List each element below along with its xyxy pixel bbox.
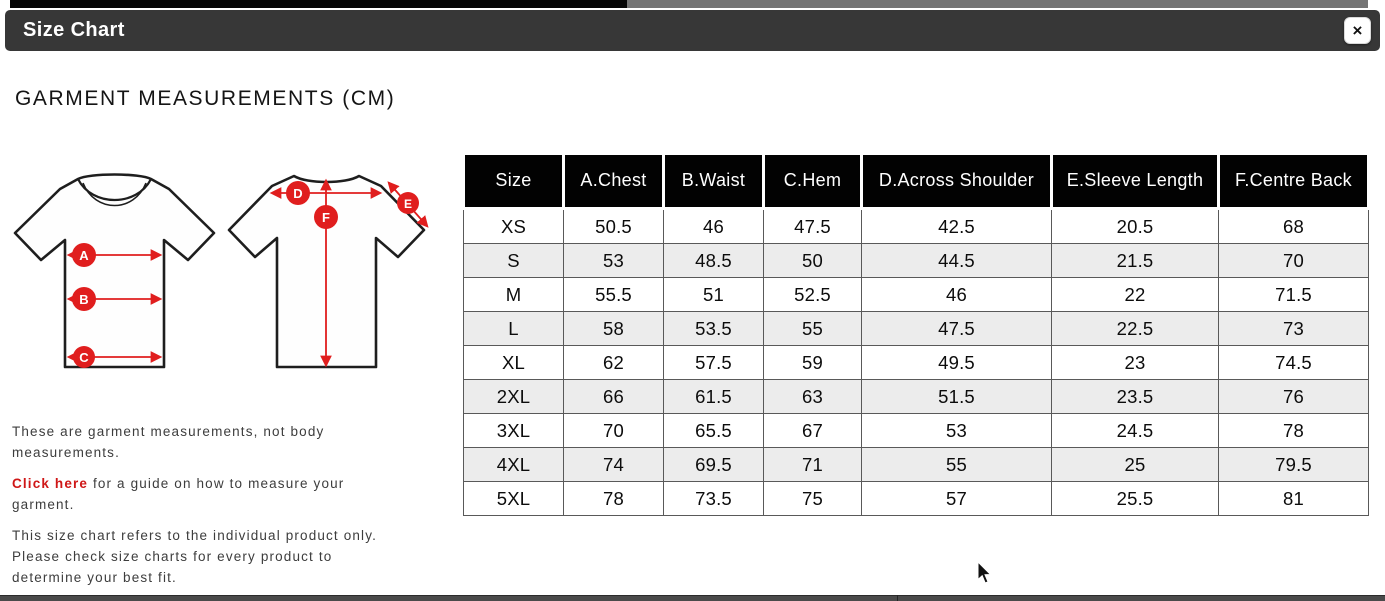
close-icon: ×	[1352, 21, 1363, 40]
table-cell: 21.5	[1052, 244, 1219, 278]
label-d: D	[293, 186, 303, 201]
size-chart-table	[462, 152, 1370, 516]
table-cell: 74	[564, 448, 664, 482]
table-cell: 4XL	[464, 448, 564, 482]
table-cell: 55	[862, 448, 1052, 482]
table-cell: 57.5	[664, 346, 764, 380]
table-cell: 47.5	[764, 209, 862, 244]
table-cell: 50.5	[564, 209, 664, 244]
table-cell: 22	[1052, 278, 1219, 312]
page-title: GARMENT MEASUREMENTS (CM)	[15, 87, 396, 110]
table-cell: 81	[1219, 482, 1369, 516]
table-row	[464, 346, 1369, 380]
table-cell: 53.5	[664, 312, 764, 346]
table-cell: 46	[862, 278, 1052, 312]
table-cell: 52.5	[764, 278, 862, 312]
modal-title: Size Chart	[23, 19, 125, 41]
note-measure-guide: Click here for a guide on how to measure your garment.	[12, 476, 345, 512]
table-cell: 78	[1219, 414, 1369, 448]
table-cell: 69.5	[664, 448, 764, 482]
table-cell: 49.5	[862, 346, 1052, 380]
table-cell: 20.5	[1052, 209, 1219, 244]
table-cell: 50	[764, 244, 862, 278]
table-cell: L	[464, 312, 564, 346]
table-cell: 66	[564, 380, 664, 414]
label-f: F	[322, 210, 330, 225]
table-cell: 57	[862, 482, 1052, 516]
table-cell: 76	[1219, 380, 1369, 414]
table-cell: 63	[764, 380, 862, 414]
table-cell: 70	[564, 414, 664, 448]
table-row	[464, 380, 1369, 414]
table-cell: 55.5	[564, 278, 664, 312]
table-cell: 46	[664, 209, 764, 244]
size-chart-table-wrap	[462, 152, 1370, 516]
page-top-strip-dark	[10, 0, 627, 8]
close-button[interactable]	[1344, 17, 1371, 44]
table-header-row	[464, 154, 1369, 209]
table-row	[464, 414, 1369, 448]
label-b: B	[79, 292, 89, 307]
table-row	[464, 209, 1369, 244]
table-row	[464, 278, 1369, 312]
measure-guide-link[interactable]: Click here	[12, 476, 89, 491]
table-cell: 3XL	[464, 414, 564, 448]
table-cell: 75	[764, 482, 862, 516]
table-cell: 62	[564, 346, 664, 380]
table-cell: XS	[464, 209, 564, 244]
table-cell: 47.5	[862, 312, 1052, 346]
mouse-cursor	[977, 562, 993, 586]
table-row	[464, 482, 1369, 516]
label-c: C	[79, 350, 89, 365]
column-header: F.Centre Back	[1219, 154, 1369, 209]
column-header: Size	[464, 154, 564, 209]
table-cell: 68	[1219, 209, 1369, 244]
table-cell: 67	[764, 414, 862, 448]
table-cell: 79.5	[1219, 448, 1369, 482]
label-a: A	[79, 248, 89, 263]
column-header: B.Waist	[664, 154, 764, 209]
column-header: A.Chest	[564, 154, 664, 209]
table-row	[464, 244, 1369, 278]
column-header: C.Hem	[764, 154, 862, 209]
table-cell: M	[464, 278, 564, 312]
table-cell: 73	[1219, 312, 1369, 346]
table-cell: 53	[564, 244, 664, 278]
table-cell: 59	[764, 346, 862, 380]
table-cell: S	[464, 244, 564, 278]
notes-section	[12, 421, 452, 598]
table-cell: 24.5	[1052, 414, 1219, 448]
table-cell: 42.5	[862, 209, 1052, 244]
column-header: D.Across Shoulder	[862, 154, 1052, 209]
tshirt-front-diagram	[12, 162, 217, 380]
table-cell: 58	[564, 312, 664, 346]
table-cell: 2XL	[464, 380, 564, 414]
tshirt-front-outline	[15, 175, 214, 368]
table-cell: 44.5	[862, 244, 1052, 278]
table-cell: 55	[764, 312, 862, 346]
page-top-strip-gray	[627, 0, 1368, 8]
table-cell: 70	[1219, 244, 1369, 278]
table-cell: 53	[862, 414, 1052, 448]
column-header: E.Sleeve Length	[1052, 154, 1219, 209]
table-cell: 23	[1052, 346, 1219, 380]
table-row	[464, 448, 1369, 482]
table-cell: 51	[664, 278, 764, 312]
table-cell: 78	[564, 482, 664, 516]
table-cell: 23.5	[1052, 380, 1219, 414]
table-cell: 65.5	[664, 414, 764, 448]
table-cell: 25	[1052, 448, 1219, 482]
table-row	[464, 312, 1369, 346]
table-cell: 73.5	[664, 482, 764, 516]
note-garment-vs-body: These are garment measurements, not body measurements.	[12, 424, 325, 460]
table-cell: 71.5	[1219, 278, 1369, 312]
tshirt-back-diagram	[226, 160, 431, 380]
label-e: E	[403, 197, 413, 211]
table-cell: XL	[464, 346, 564, 380]
table-cell: 74.5	[1219, 346, 1369, 380]
table-cell: 5XL	[464, 482, 564, 516]
table-cell: 61.5	[664, 380, 764, 414]
table-cell: 22.5	[1052, 312, 1219, 346]
table-cell: 48.5	[664, 244, 764, 278]
table-cell: 71	[764, 448, 862, 482]
note-individual-product: This size chart refers to the individual product only. Please check size charts for every product to determine your best fit.	[12, 528, 377, 585]
table-cell: 25.5	[1052, 482, 1219, 516]
table-cell: 51.5	[862, 380, 1052, 414]
page-bottom-bar-divider	[897, 595, 898, 601]
modal-header	[5, 10, 1380, 51]
